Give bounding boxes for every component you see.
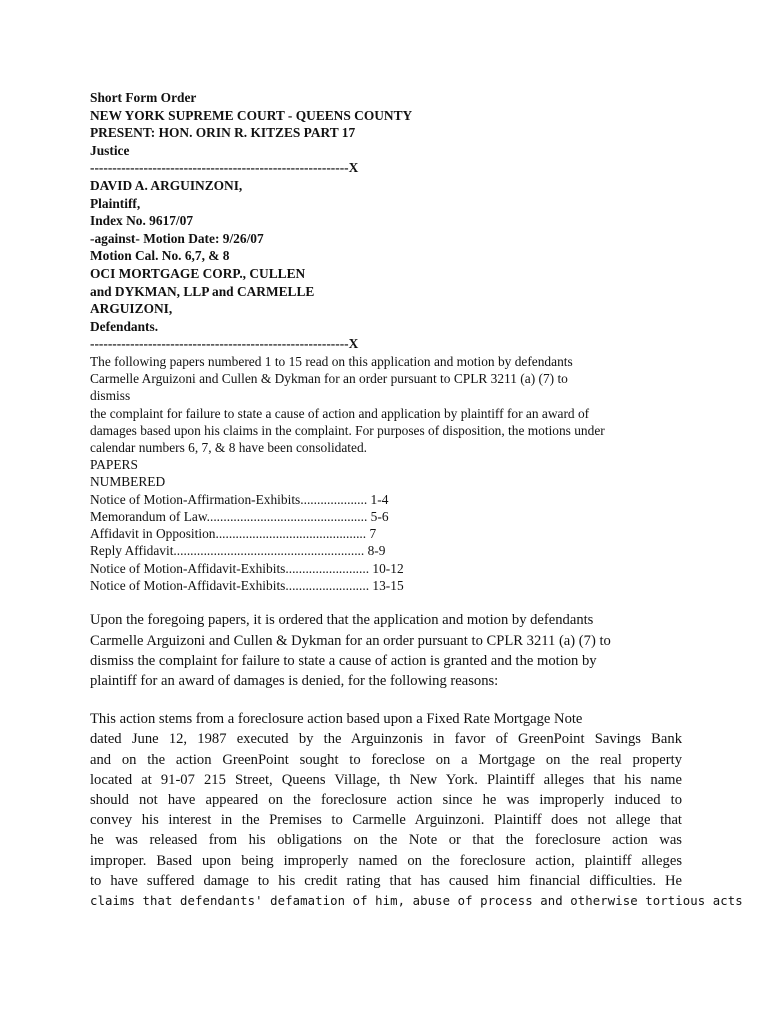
facts-line: improper. Based upon being improperly named on the foreclosure action, plaintiff alleges bbox=[90, 852, 682, 869]
plaintiff-label: Plaintiff, bbox=[90, 195, 141, 211]
intro-line: the complaint for failure to state a cause of action and application by plaintiff for an award of bbox=[90, 405, 590, 421]
order-type: Short Form Order bbox=[90, 90, 197, 105]
defendant-name-line-3: ARGUIZONI, bbox=[90, 301, 173, 317]
facts-line: and on the action GreenPoint sought to foreclose on a Mortgage on the real property bbox=[90, 751, 682, 768]
intro-line: Carmelle Arguizoni and Cullen & Dykman for an order pursuant to CPLR 3211 (a) (7) to bbox=[90, 371, 568, 387]
caption-divider-top: ----------------------------------------------------------X bbox=[90, 160, 359, 176]
motion-calendar-number: Motion Cal. No. 6,7, & 8 bbox=[90, 248, 230, 264]
order-paragraph bbox=[90, 610, 682, 691]
caption-divider-bottom: ----------------------------------------------------------X bbox=[90, 336, 359, 352]
facts-line: convey his interest in the Premises to Carmelle Arguinzoni. Plaintiff does not allege that bbox=[90, 812, 682, 829]
facts-line: claims that defendants' defamation of him, abuse of process and otherwise tortious acts bbox=[90, 893, 743, 908]
case-caption bbox=[90, 89, 682, 353]
facts-paragraph bbox=[90, 709, 743, 911]
intro-line: dismiss bbox=[90, 388, 131, 404]
facts-line: dated June 12, 1987 executed by the Arguinzonis in favor of GreenPoint Savings Bank bbox=[90, 731, 682, 748]
numbered-heading: NUMBERED bbox=[90, 474, 166, 490]
paper-row: Notice of Motion-Affidavit-Exhibits......................... 13-15 bbox=[90, 578, 404, 594]
index-number: Index No. 9617/07 bbox=[90, 213, 194, 229]
papers-list bbox=[90, 456, 682, 594]
paper-row: Notice of Motion-Affidavit-Exhibits......................... 10-12 bbox=[90, 560, 404, 576]
intro-line: damages based upon his claims in the complaint. For purposes of disposition, the motions under bbox=[90, 422, 605, 438]
plaintiff-name: DAVID A. ARGUINZONI, bbox=[90, 177, 243, 193]
facts-line: located at 91-07 215 Street, Queens Village, th New York. Plaintiff alleges that his name bbox=[90, 771, 682, 788]
paper-row: Notice of Motion-Affirmation-Exhibits.................... 1-4 bbox=[90, 491, 389, 507]
facts-line: This action stems from a foreclosure action based upon a Fixed Rate Mortgage Note bbox=[90, 711, 583, 728]
facts-line: he was released from his obligations on the Note or that the foreclosure action was bbox=[90, 832, 682, 849]
papers-heading: PAPERS bbox=[90, 457, 138, 473]
order-line: dismiss the complaint for failure to state a cause of action is granted and the motion by bbox=[90, 652, 597, 669]
intro-line: calendar numbers 6, 7, & 8 have been consolidated. bbox=[90, 439, 368, 455]
facts-line: to have suffered damage to his credit rating that has caused him financial difficulties. He bbox=[90, 872, 682, 889]
paper-row: Memorandum of Law................................................ 5-6 bbox=[90, 508, 389, 524]
presiding-justice: PRESENT: HON. ORIN R. KITZES PART 17 bbox=[90, 125, 356, 141]
paper-row: Reply Affidavit......................................................... 8-9 bbox=[90, 543, 386, 559]
defendant-name-line-1: OCI MORTGAGE CORP., CULLEN bbox=[90, 265, 306, 281]
justice-label: Justice bbox=[90, 142, 130, 158]
defendants-label: Defendants. bbox=[90, 318, 159, 334]
order-line: Carmelle Arguizoni and Cullen & Dykman for an order pursuant to CPLR 3211 (a) (7) to bbox=[90, 632, 611, 649]
order-line: plaintiff for an award of damages is denied, for the following reasons: bbox=[90, 672, 499, 689]
papers-intro-paragraph bbox=[90, 353, 682, 456]
defendant-name-line-2: and DYKMAN, LLP and CARMELLE bbox=[90, 283, 315, 299]
facts-line: should not have appeared on the foreclosure action since he was improperly induced to bbox=[90, 791, 682, 808]
motion-date: -against- Motion Date: 9/26/07 bbox=[90, 230, 264, 246]
document-page bbox=[90, 89, 743, 911]
order-line: Upon the foregoing papers, it is ordered that the application and motion by defendants bbox=[90, 612, 594, 629]
intro-line: The following papers numbered 1 to 15 read on this application and motion by defendants bbox=[90, 353, 573, 369]
court-name: NEW YORK SUPREME COURT - QUEENS COUNTY bbox=[90, 107, 413, 123]
paper-row: Affidavit in Opposition............................................. 7 bbox=[90, 526, 377, 542]
